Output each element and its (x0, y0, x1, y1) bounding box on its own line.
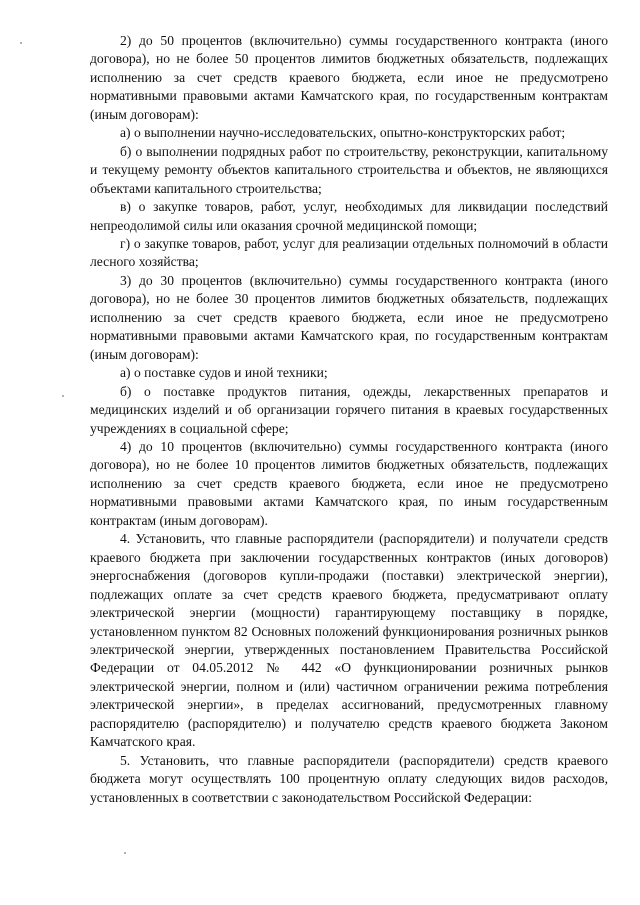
paragraph-item-2v: в) о закупке товаров, работ, услуг, необходимых для ликвидации последствий непреодолимой силы или оказания срочной медицинской помощи; (90, 199, 608, 233)
scan-speck (62, 395, 64, 397)
paragraph-item-2a: а) о выполнении научно-исследовательских, опытно-конструкторских работ; (120, 125, 566, 141)
paragraph-item-2b: б) о выполнении подрядных работ по строительству, реконструкции, капитальному и текущему ремонту объектов капитального строительства и объектов, не являющихся объектами капитального строительства; (90, 143, 608, 196)
document-body (90, 32, 608, 807)
paragraph-clause-4: 4. Установить, что главные распорядители (распорядители) и получатели средств краевого бюджета при заключении государственных контрактов (иных договоров) энергоснабжения (договоров купли-продажи (поставки) электрической энергии), подлежащих оплате за счет средств краевого бюджета, предусматривают оплату электрической энергии (мощности) гарантирующему поставщику в порядке, установленном пунктом 82 Основных положений функционирования розничных рынков электрической энергии, утвержденных постановлением Правительства Российской Федерации от 04.05.2012 № 442 «О функционировании розничных рынков электрической энергии, полном и (или) частичном ограничении режима потребления электрической энергии», в пределах ассигнований, предусмотренных главному распорядителю (распорядителю) и получателю средств краевого бюджета Законом Камчатского края. (90, 531, 608, 750)
paragraph-item-2: 2) до 50 процентов (включительно) суммы государственного контракта (иного договора), но не более 50 процентов лимитов бюджетных обязательств, подлежащих исполнению за счет средств краевого бюджета, если иное не предусмотрено нормативными правовыми актами Камчатского края, по государственным контрактам (иным договорам): (90, 33, 608, 122)
paragraph-clause-5: 5. Установить, что главные распорядители (распорядители) средств краевого бюджета могут осуществлять 100 процентную оплату следующих видов расходов, установленных в соответствии с законодательством Российской Федерации: (90, 752, 608, 805)
scan-speck (124, 852, 126, 854)
paragraph-item-3b: б) о поставке продуктов питания, одежды, лекарственных препаратов и медицинских изделий и об организации горячего питания в краевых государственных учреждениях в социальной сфере; (90, 383, 608, 436)
paragraph-item-3a: а) о поставке судов и иной техники; (120, 365, 328, 381)
paragraph-item-3: 3) до 30 процентов (включительно) суммы государственного контракта (иного договора), но не более 30 процентов лимитов бюджетных обязательств, подлежащих исполнению за счет средств краевого бюджета, если иное не предусмотрено нормативными правовыми актами Камчатского края, по государственным контрактам (иным договорам): (90, 272, 608, 362)
paragraph-item-2g: г) о закупке товаров, работ, услуг для реализации отдельных полномочий в области лесного хозяйства; (90, 235, 608, 270)
scan-speck (20, 42, 22, 44)
paragraph-item-4: 4) до 10 процентов (включительно) суммы государственного контракта (иного договора), но не более 10 процентов лимитов бюджетных обязательств, подлежащих исполнению за счет средств краевого бюджета, если иное не предусмотрено нормативными правовыми актами Камчатского края, по иным государственным контрактам (иным договорам). (90, 438, 608, 528)
